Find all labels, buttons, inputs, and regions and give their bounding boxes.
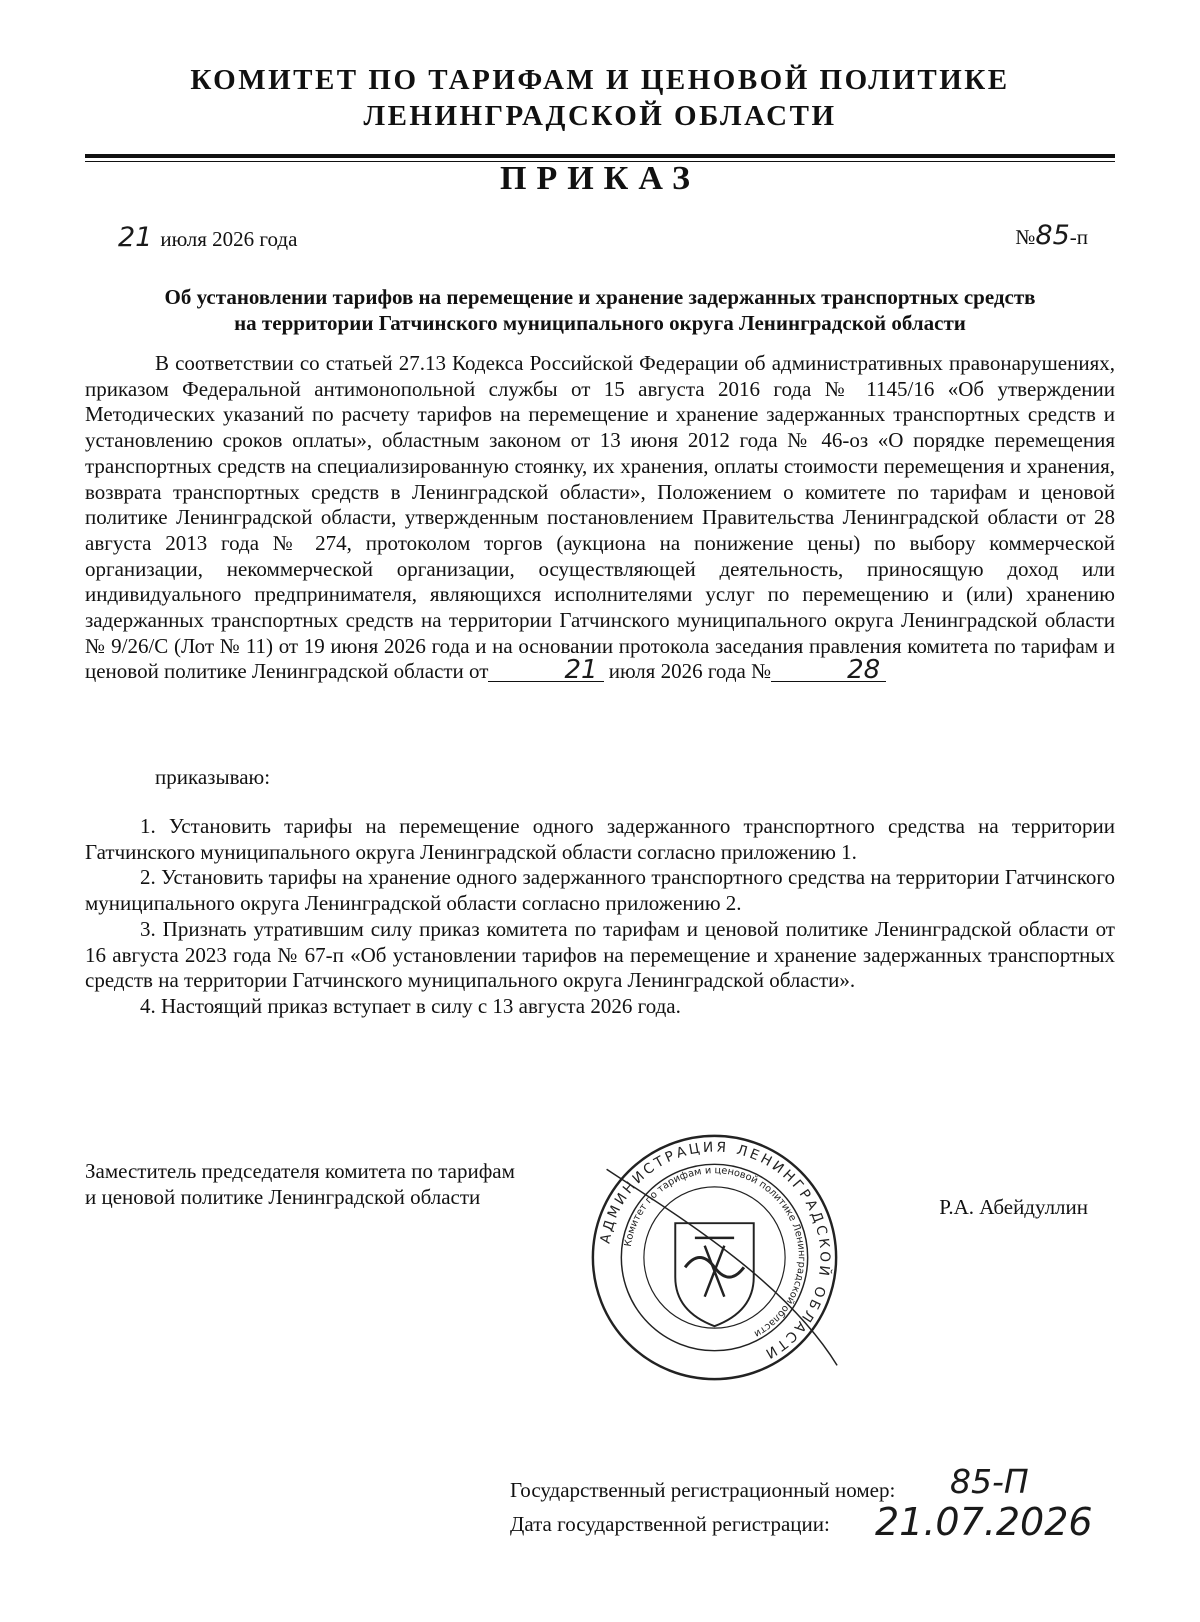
order-number [1015,220,1088,251]
order-items [85,814,1115,1020]
header-rule-thick [85,154,1115,158]
seal-outer-text: АДМИНИСТРАЦИЯ ЛЕНИНГРАДСКОЙ ОБЛАСТИ [597,1139,833,1363]
number-prefix: № [1015,225,1036,249]
handwritten-number: 85 [1035,220,1070,251]
date-rest: июля 2026 года [160,227,298,251]
order-date [118,222,297,253]
signer-position [85,1158,515,1210]
handwritten-day: 21 [118,222,153,253]
order-item: 1. Установить тарифы на перемещение одного задержанного транспортного средства на территории Гатчинского муниципального округа Ленинградской области согласно приложению 1. [85,814,1115,864]
registration-date-label: Дата государственной регистрации: [510,1512,830,1536]
order-word: приказываю: [155,765,271,789]
committee-header-line2: ЛЕНИНГРАДСКОЙ ОБЛАСТИ [363,100,837,132]
subject-line2: на территории Гатчинского муниципального округа Ленинградской области [234,311,966,335]
signer-position-line1: Заместитель председателя комитета по тарифам [85,1159,515,1183]
preamble-text: В соответствии со статьей 27.13 Кодекса Российской Федерации об административных правонарушениях, приказом Федеральной антимонопольной службы от 15 августа 2016 года № 1145/16 «Об утверждении Методических указаний по расчету тарифов на перемещение и хранение задержанных транспортных средств и установлению сроков оплаты», областным законом от 13 июня 2012 года № 46-оз «О порядке перемещения транспортных средств на специализированную стоянку, их хранения, оплаты стоимости перемещения и хранения, возврата транспортных средств в Ленинградской области», Положением о комитете по тарифам и ценовой политике Ленинградской области, утвержденным постановлением Правительства Ленинградской области от 28 августа 2013 года № 274, протоколом торгов (аукциона на понижение цены) по выбору коммерческой организации, некоммерческой организации, осуществляющей деятельность, приносящую доход или индивидуального предпринимателя, являющихся исполнителями услуг по перемещению и (или) хранению задержанных транспортных средств на территории Гатчинского муниципального округа Ленинградской области № 9/26/С (Лот № 11) от 19 июня 2026 года и на основании протокола заседания правления комитета по тарифам и ценовой политике Ленинградской области от [85,351,1115,684]
seal-inner-text: Комитет по тарифам и ценовой политике Ленинградской области [622,1165,807,1340]
signer-position-line2: и ценовой политике Ленинградской области [85,1185,481,1209]
preamble-middle: июля 2026 года № [608,659,772,684]
official-seal [587,1130,842,1385]
committee-header [80,62,1120,134]
committee-header-line1: КОМИТЕТ ПО ТАРИФАМ И ЦЕНОВОЙ ПОЛИТИКЕ [190,64,1010,96]
number-suffix: -п [1069,225,1088,249]
handwritten-registration-date: 21.07.2026 [875,1500,1093,1544]
signer-name: Р.А. Абейдуллин [939,1195,1088,1219]
order-item: 3. Признать утратившим силу приказ комитета по тарифам и ценовой политике Ленинградской области от 16 августа 2023 года № 67-п «Об установлении тарифов на перемещение и хранение задержанных транспортных средств на территории Гатчинского муниципального округа Ленинградской области». [85,916,1115,993]
registration-number-label: Государственный регистрационный номер: [510,1478,896,1502]
handwritten-protocol-number: 28 [771,659,886,682]
order-item: 2. Установить тарифы на хранение одного задержанного транспортного средства на территории Гатчинского муниципального округа Ленинградской области согласно приложению 2. [85,865,1115,916]
order-item: 4. Настоящий приказ вступает в силу с 13 августа 2026 года. [140,993,681,1018]
coat-of-arms-icon [675,1223,753,1326]
handwritten-protocol-day: 21 [488,659,603,682]
handwritten-registration-number: 85-П [950,1462,1029,1501]
document-type-title: ПРИКАЗ [500,160,700,197]
order-subject [85,284,1115,336]
subject-line1: Об установлении тарифов на перемещение и хранение задержанных транспортных средств [164,285,1036,309]
preamble-paragraph [85,351,1115,685]
